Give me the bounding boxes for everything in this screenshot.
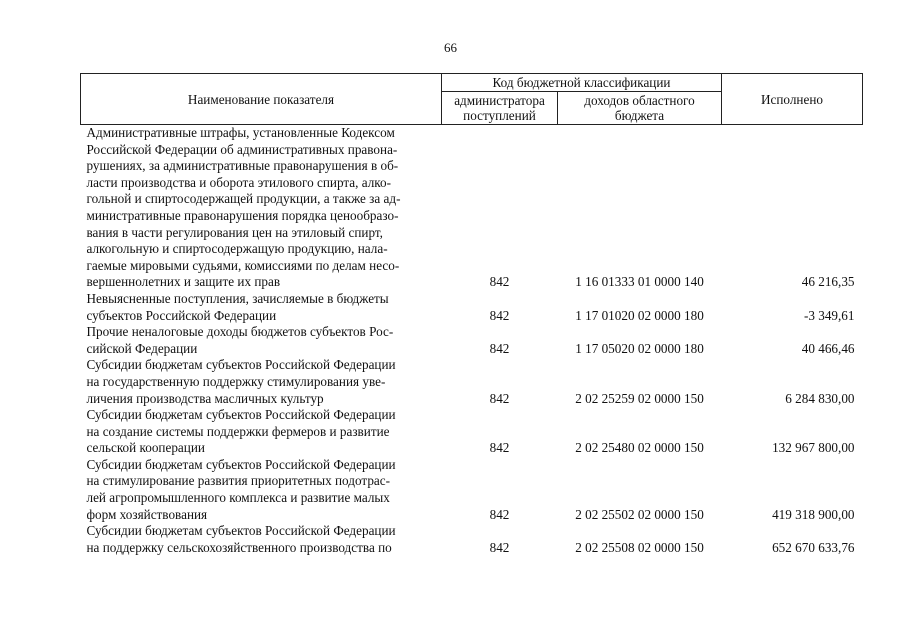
table-row bbox=[81, 457, 863, 523]
indicator-name-line: алкогольную и спиртосодержащую продукцию, нала- bbox=[86, 241, 388, 257]
executed-amount: 419 318 900,00 bbox=[772, 506, 855, 522]
income-code: 1 17 05020 02 0000 180 bbox=[575, 340, 704, 356]
header-executed: Исполнено bbox=[722, 74, 863, 125]
executed-amount: 132 967 800,00 bbox=[772, 440, 855, 456]
income-code: 2 02 25508 02 0000 150 bbox=[575, 539, 704, 555]
indicator-name-line: министративные правонарушения порядка ценообразо- bbox=[86, 207, 399, 223]
header-name: Наименование показателя bbox=[81, 74, 442, 125]
indicator-name-line: Административные штрафы, установленные Кодексом bbox=[86, 125, 395, 140]
executed-amount: 46 216,35 bbox=[801, 274, 855, 290]
page-number: 66 bbox=[444, 40, 457, 55]
indicator-name bbox=[81, 407, 442, 457]
admin-code: 842 bbox=[489, 506, 510, 522]
indicator-name-line: на государственную поддержку стимулирования уве- bbox=[86, 373, 386, 389]
indicator-name-line: Субсидии бюджетам субъектов Российской Федерации bbox=[86, 456, 396, 472]
executed-amount: 40 466,46 bbox=[801, 340, 855, 356]
indicator-name-line: сельской кооперации bbox=[86, 440, 205, 456]
table-body bbox=[81, 125, 863, 557]
indicator-name-line: на поддержку сельскохозяйственного производства по bbox=[86, 539, 392, 555]
header-income: доходов областного бюджета bbox=[558, 92, 722, 125]
budget-table bbox=[80, 73, 863, 556]
indicator-name-line: Невыясненные поступления, зачисляемые в бюджеты bbox=[86, 290, 389, 306]
indicator-name-line: Субсидии бюджетам субъектов Российской Федерации bbox=[86, 523, 396, 539]
indicator-name-line: на создание системы поддержки фермеров и развитие bbox=[86, 423, 390, 439]
indicator-name-line: сийской Федерации bbox=[86, 340, 198, 356]
indicator-name-line: гольной и спиртосодержащей продукции, а также за ад- bbox=[86, 191, 401, 207]
admin-code: 842 bbox=[489, 274, 510, 290]
indicator-name-line: рушениях, за административные правонарушения в об- bbox=[86, 158, 399, 174]
income-code: 1 17 01020 02 0000 180 bbox=[575, 307, 704, 323]
indicator-name-line: вершеннолетних и защите их прав bbox=[86, 274, 281, 290]
indicator-name-line: форм хозяйствования bbox=[86, 506, 208, 522]
header-admin: администратора поступлений bbox=[442, 92, 558, 125]
indicator-name-line: личения производства масличных культур bbox=[86, 390, 324, 406]
indicator-name-line: на стимулирование развития приоритетных подотрас- bbox=[86, 473, 391, 489]
indicator-name-line: Российской Федерации об административных правона- bbox=[86, 141, 398, 157]
header-budget-classification: Код бюджетной классификации bbox=[442, 74, 722, 92]
table-row bbox=[81, 125, 863, 291]
table-row bbox=[81, 357, 863, 407]
indicator-name bbox=[81, 457, 442, 523]
indicator-name-line: гаемые мировыми судьями, комиссиями по делам несо- bbox=[86, 257, 400, 273]
table-header bbox=[81, 74, 863, 125]
admin-code: 842 bbox=[489, 539, 510, 555]
indicator-name-line: лей агропромышленного комплекса и развитие малых bbox=[86, 490, 390, 506]
indicator-name bbox=[81, 291, 442, 324]
indicator-name-line: субъектов Российской Федерации bbox=[86, 307, 277, 323]
table-row bbox=[81, 324, 863, 357]
executed-amount: 6 284 830,00 bbox=[785, 390, 855, 406]
table-row bbox=[81, 523, 863, 556]
indicator-name bbox=[81, 125, 442, 291]
indicator-name bbox=[81, 324, 442, 357]
indicator-name-line: ласти производства и оборота этилового спирта, алко- bbox=[86, 174, 392, 190]
executed-amount: 652 670 633,76 bbox=[772, 539, 855, 555]
indicator-name-line: Прочие неналоговые доходы бюджетов субъектов Рос- bbox=[86, 324, 394, 340]
income-code: 2 02 25502 02 0000 150 bbox=[575, 506, 704, 522]
indicator-name-line: вания в части регулирования цен на этиловый спирт, bbox=[86, 224, 383, 240]
income-code: 2 02 25480 02 0000 150 bbox=[575, 440, 704, 456]
executed-amount: -3 349,61 bbox=[803, 307, 855, 323]
table-row bbox=[81, 407, 863, 457]
admin-code: 842 bbox=[489, 340, 510, 356]
indicator-name-line: Субсидии бюджетам субъектов Российской Федерации bbox=[86, 407, 396, 423]
admin-code: 842 bbox=[489, 390, 510, 406]
indicator-name bbox=[81, 357, 442, 407]
income-code: 1 16 01333 01 0000 140 bbox=[575, 274, 704, 290]
table-row bbox=[81, 291, 863, 324]
income-code: 2 02 25259 02 0000 150 bbox=[575, 390, 704, 406]
admin-code: 842 bbox=[489, 307, 510, 323]
indicator-name bbox=[81, 523, 442, 556]
admin-code: 842 bbox=[489, 440, 510, 456]
indicator-name-line: Субсидии бюджетам субъектов Российской Федерации bbox=[86, 357, 396, 373]
